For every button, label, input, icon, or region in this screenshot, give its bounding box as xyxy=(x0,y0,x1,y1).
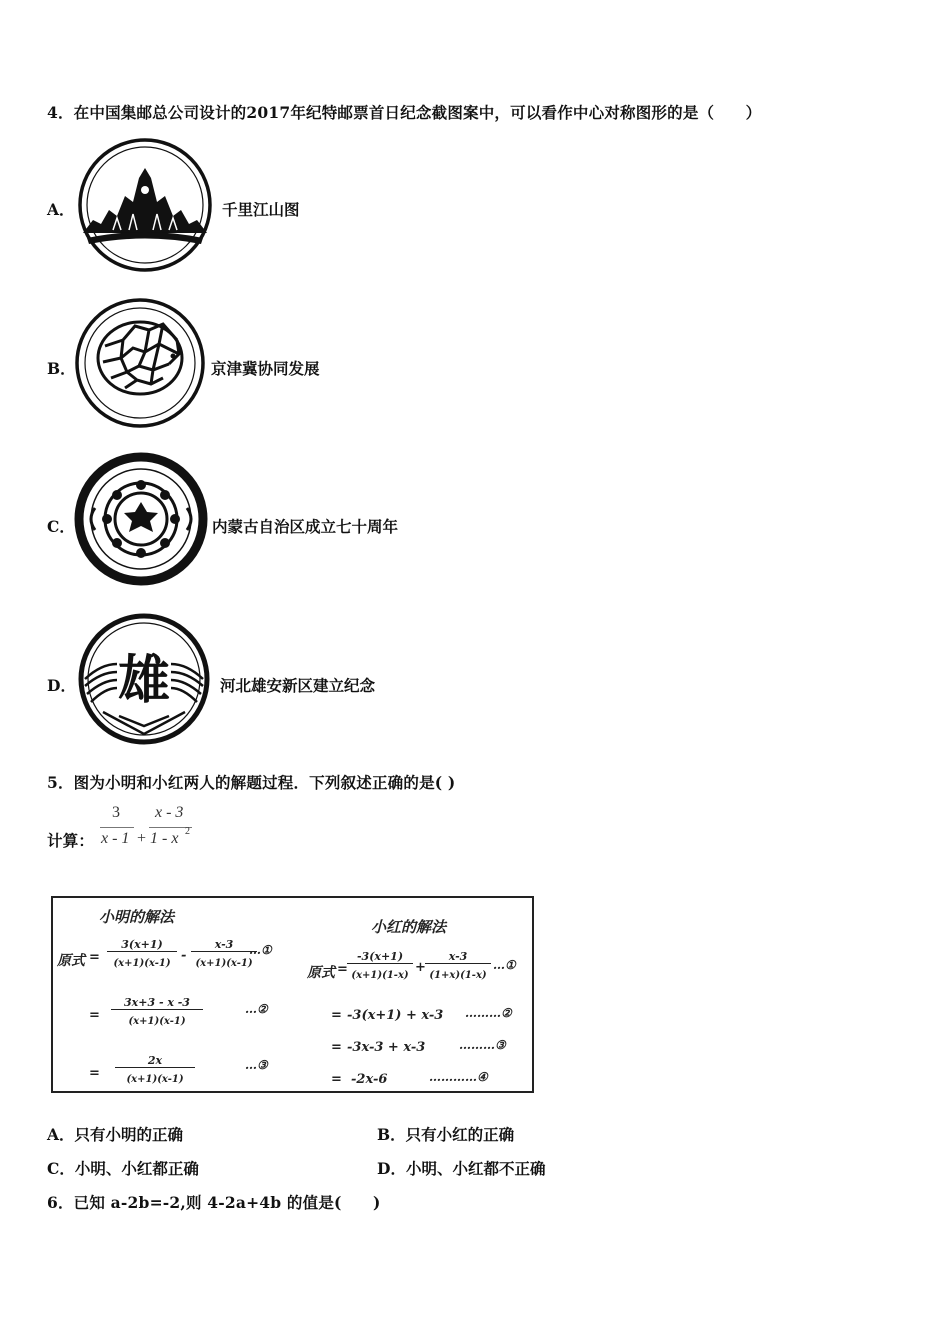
option-d-label: D． xyxy=(47,676,76,695)
xiaohong-line3-mark: ………③ xyxy=(459,1038,506,1052)
xiaohong-title: 小红的解法 xyxy=(371,918,447,936)
fraction-1-numerator: 3 xyxy=(112,804,120,821)
plus-sign: + xyxy=(137,830,147,847)
calc-label: 计算： xyxy=(47,831,95,850)
xiaohong-line1-eq: = xyxy=(337,962,348,977)
xiaoming-line1-den2: (x+1)(x-1) xyxy=(195,958,253,969)
answer-d: D．小明、小红都不正确 xyxy=(377,1159,546,1178)
xiaohong-line1-op: + xyxy=(415,960,426,975)
question-5-stem: 5．图为小明和小红两人的解题过程．下列叙述正确的是( ) xyxy=(47,773,456,792)
xiaoming-line2-num: 3x+3 - x -3 xyxy=(111,996,203,1010)
xiaoming-prefix: 原式 xyxy=(57,953,85,969)
fraction-2-exponent: 2 xyxy=(185,826,190,837)
answer-a: A．只有小明的正确 xyxy=(47,1125,184,1144)
xiaohong-prefix: 原式 xyxy=(307,965,335,981)
xiaoming-line2-mark: …② xyxy=(245,1002,268,1016)
xiaohong-line2-mark: ………② xyxy=(465,1006,512,1020)
xiaohong-line3-text: -3x-3 + x-3 xyxy=(347,1040,426,1055)
answer-b: B．只有小红的正确 xyxy=(377,1125,515,1144)
option-a-label: A． xyxy=(47,200,75,219)
xiaoming-line1-num: 3(x+1) xyxy=(107,938,177,952)
xiaoming-line1-den: (x+1)(x-1) xyxy=(113,958,171,969)
xiaohong-line1-mark: …① xyxy=(493,958,516,972)
xiaoming-line3-num: 2x xyxy=(115,1054,195,1068)
fraction-1-denominator: x - 1 xyxy=(101,830,130,847)
option-c-caption: 内蒙古自治区成立七十周年 xyxy=(212,517,399,536)
option-a-caption: 千里江山图 xyxy=(222,200,300,219)
stamp-b-image xyxy=(73,296,208,431)
stamp-c-image xyxy=(73,452,209,586)
xiaohong-line2-text: -3(x+1) + x-3 xyxy=(347,1008,444,1023)
xiaoming-line2-den: (x+1)(x-1) xyxy=(128,1016,186,1027)
xiaohong-line4-mark: …………④ xyxy=(429,1070,488,1084)
xiaoming-line3-den: (x+1)(x-1) xyxy=(126,1074,184,1085)
xiaoming-line3-eq: = xyxy=(89,1066,100,1081)
xiaoming-line2-eq: = xyxy=(89,1008,100,1023)
stamp-a-image xyxy=(73,138,218,273)
option-c-label: C． xyxy=(47,517,75,536)
question-4-stem: 4．在中国集邮总公司设计的2017年纪特邮票首日纪念截图案中，可以看作中心对称图形的是（ ） xyxy=(47,103,762,122)
answer-c: C．小明、小红都正确 xyxy=(47,1159,199,1178)
stamp-d-character: 雄 xyxy=(117,650,171,711)
xiaoming-title: 小明的解法 xyxy=(99,908,175,926)
xiaoming-line3-mark: …③ xyxy=(245,1058,268,1072)
xiaohong-line4-text: -2x-6 xyxy=(351,1072,388,1087)
xiaoming-line1-eq: = xyxy=(89,950,100,965)
question-6-stem: 6．已知 a-2b=-2,则 4-2a+4b 的值是( ) xyxy=(47,1193,381,1212)
fraction-1-bar xyxy=(100,827,134,828)
xiaohong-line2-eq: = xyxy=(331,1008,342,1023)
xiaohong-line1-den2: (1+x)(1-x) xyxy=(429,970,487,981)
xiaohong-line1-num2: x-3 xyxy=(425,950,491,964)
fraction-2-denominator: 1 - x xyxy=(150,830,179,847)
stamp-d-image xyxy=(73,612,215,746)
xiaohong-line1-den: (x+1)(1-x) xyxy=(351,970,409,981)
option-b-label: B． xyxy=(47,359,76,378)
xiaoming-line1-op: - xyxy=(181,948,187,963)
option-b-caption: 京津冀协同发展 xyxy=(211,359,320,378)
option-d-caption: 河北雄安新区建立纪念 xyxy=(220,676,376,695)
fraction-2-numerator: x - 3 xyxy=(155,804,184,821)
xiaohong-line1-num: -3(x+1) xyxy=(347,950,413,964)
xiaoming-line1-num2: x-3 xyxy=(191,938,257,952)
xiaohong-line4-eq: = xyxy=(331,1072,342,1087)
xiaohong-line3-eq: = xyxy=(331,1040,342,1055)
xiaoming-line1-mark: …① xyxy=(249,943,272,957)
solutions-image xyxy=(51,896,534,1093)
